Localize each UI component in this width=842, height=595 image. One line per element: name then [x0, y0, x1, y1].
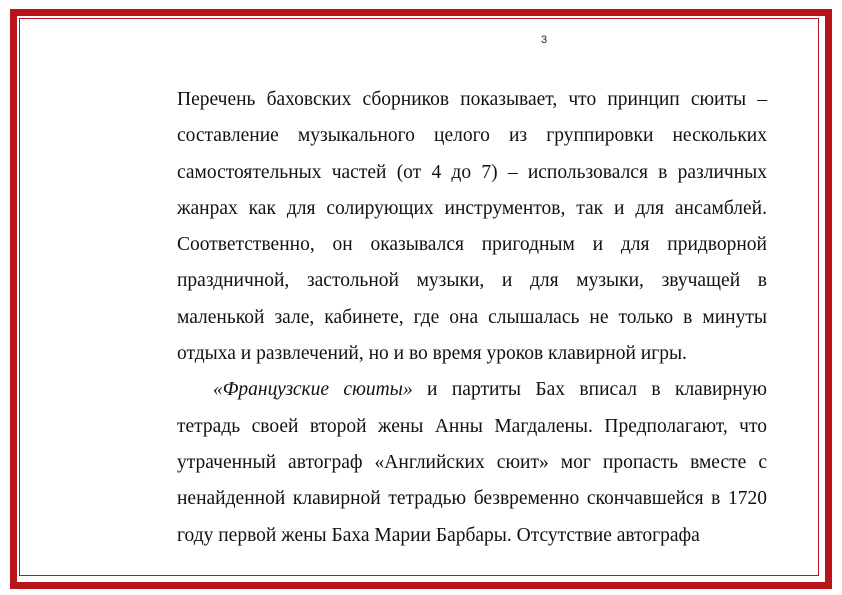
paragraph-french-suites [177, 372, 767, 553]
paragraph-suite-principle: Перечень баховских сборников показывает, что принцип сюиты – составление музыкального целого из группировки нескольких самостоятельных частей (от 4 до 7) – использовался в различных жанрах как для солирующих инструментов, так и для ансамблей. Соответственно, он оказывался пригодным и для придворной праздничной, застольной музыки, и для музыки, звучащей в маленькой зале, кабинете, где она слышалась не только в минуты отдыха и развлечений, но и во время уроков клавирной игры. [177, 89, 767, 365]
page-number: 3 [540, 34, 548, 46]
text-body [177, 82, 767, 554]
french-suites-title: «Французские сюиты» [213, 379, 413, 401]
french-suites-text: и партиты Бах вписал в клавирную тетрадь своей второй жены Анны Магдалены. Предполагают, что утраченный автограф «Английских сюит» мог пропасть вместе с ненайденной клавирной тетрадью безвременно скончавшейся в 1720 году первой жены Баха Марии Барбары. Отсутствие автографа [177, 379, 767, 546]
